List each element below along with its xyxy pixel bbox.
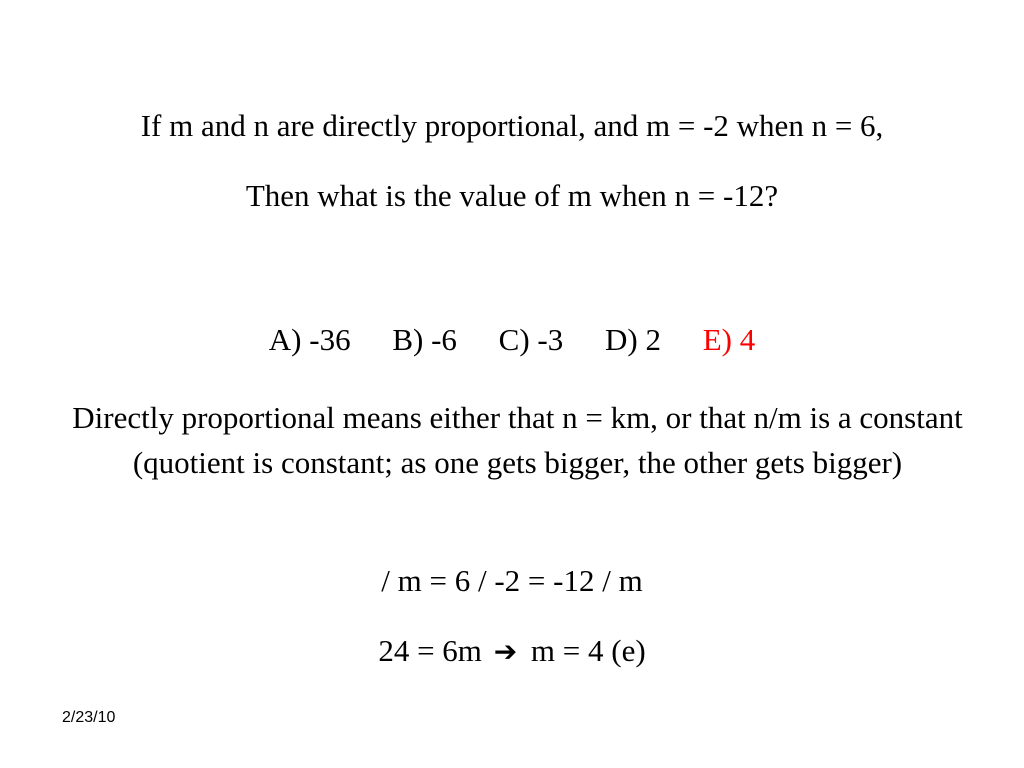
choice-a: A) -36 <box>268 322 351 357</box>
choice-b: B) -6 <box>392 322 457 357</box>
choice-c: C) -3 <box>498 322 564 357</box>
equation-2-left: 24 = 6m <box>378 633 482 668</box>
equation-1: / m = 6 / -2 = -12 / m <box>381 563 643 598</box>
equation-2-right: m = 4 (e) <box>530 633 646 668</box>
right-arrow-icon: ➔ <box>493 635 518 668</box>
question-line-2: Then what is the value of m when n = -12? <box>245 178 779 213</box>
choice-d: D) 2 <box>604 322 661 357</box>
question-line-1: If m and n are directly proportional, and m = -2 when n = 6, <box>140 108 884 143</box>
slide-date: 2/23/10 <box>62 709 116 726</box>
explanation-text: Directly proportional means either that n = km, or that n/m is a constant (quotient is constant; as one gets bigger, the other gets bigger) <box>72 400 963 480</box>
equation-2 <box>0 633 1024 670</box>
choice-e-correct: E) 4 <box>702 322 756 357</box>
answer-choices <box>0 322 1024 358</box>
